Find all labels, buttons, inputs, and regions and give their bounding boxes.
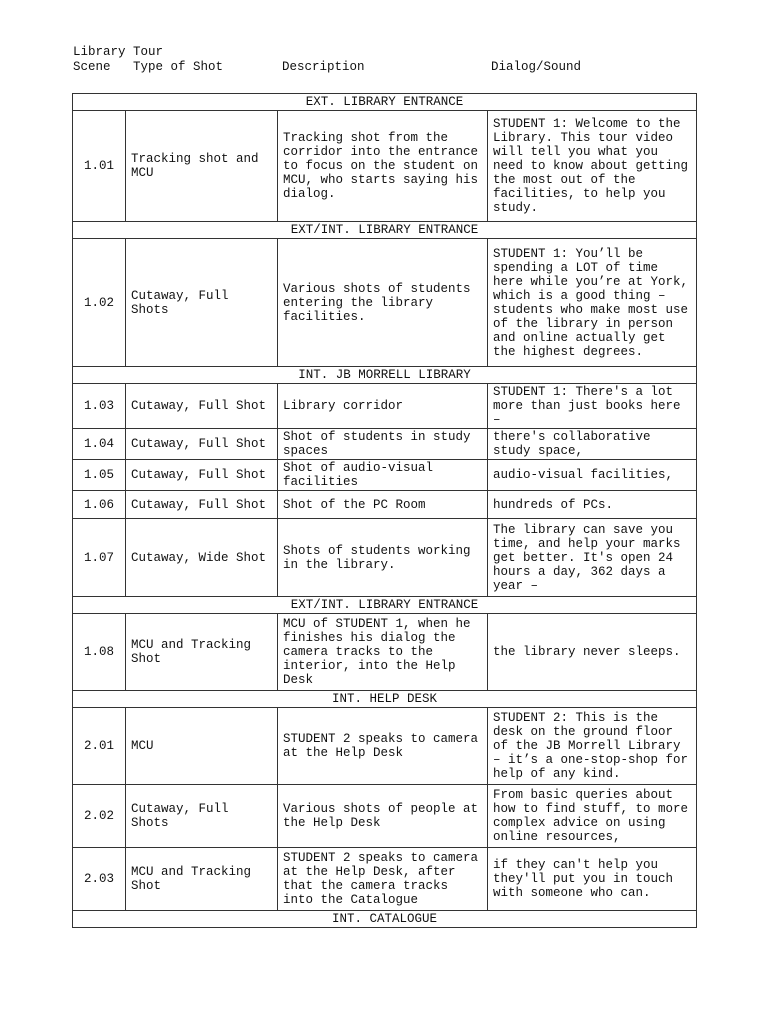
scene-number: 1.04: [73, 429, 126, 460]
scene-number: 2.01: [73, 708, 126, 785]
shot-type: Cutaway, Full Shot: [126, 460, 278, 491]
shot-type: Cutaway, Wide Shot: [126, 519, 278, 597]
shot-row: [73, 239, 697, 367]
shot-row: [73, 614, 697, 691]
scene-heading-row: [73, 94, 697, 111]
dialog-sound: STUDENT 1: Welcome to the Library. This tour video will tell you what you need to know about getting the most out of the facilities, to help you study.: [488, 111, 697, 222]
scene-number: 1.02: [73, 239, 126, 367]
shot-type: Tracking shot and MCU: [126, 111, 278, 222]
shot-row: [73, 708, 697, 785]
shot-type: MCU and Tracking Shot: [126, 848, 278, 911]
scene-heading-row: [73, 597, 697, 614]
shot-row: [73, 384, 697, 429]
dialog-sound: STUDENT 1: You’ll be spending a LOT of time here while you’re at York, which is a good thing – students who make most use of the library in person and online actually get the highest degrees.: [488, 239, 697, 367]
dialog-sound: STUDENT 1: There's a lot more than just books here –: [488, 384, 697, 429]
scene-number: 1.01: [73, 111, 126, 222]
shot-row: [73, 111, 697, 222]
shot-row: [73, 429, 697, 460]
shot-description: Tracking shot from the corridor into the entrance to focus on the student on MCU, who starts saying his dialog.: [278, 111, 488, 222]
column-header-dialog-sound: Dialog/Sound: [491, 60, 582, 74]
column-header-type-of-shot: Type of Shot: [133, 60, 224, 74]
dialog-sound: STUDENT 2: This is the desk on the ground floor of the JB Morrell Library – it’s a one-stop-shop for help of any kind.: [488, 708, 697, 785]
scene-number: 2.03: [73, 848, 126, 911]
dialog-sound: hundreds of PCs.: [488, 491, 697, 519]
shot-type: Cutaway, Full Shot: [126, 429, 278, 460]
scene-number: 1.03: [73, 384, 126, 429]
scene-heading: INT. JB MORRELL LIBRARY: [73, 367, 697, 384]
scene-number: 1.06: [73, 491, 126, 519]
shot-type: Cutaway, Full Shots: [126, 785, 278, 848]
shot-row: [73, 848, 697, 911]
scene-number: 1.07: [73, 519, 126, 597]
scene-heading: EXT/INT. LIBRARY ENTRANCE: [73, 597, 697, 614]
dialog-sound: The library can save you time, and help your marks get better. It's open 24 hours a day, 362 days a year –: [488, 519, 697, 597]
column-header-description: Description: [282, 60, 365, 74]
shot-row: [73, 519, 697, 597]
shot-description: Various shots of students entering the library facilities.: [278, 239, 488, 367]
dialog-sound: if they can't help you they'll put you in touch with someone who can.: [488, 848, 697, 911]
shot-row: [73, 460, 697, 491]
document-title: Library Tour: [73, 45, 164, 59]
dialog-sound: audio-visual facilities,: [488, 460, 697, 491]
dialog-sound: From basic queries about how to find stuff, to more complex advice on using online resources,: [488, 785, 697, 848]
scene-heading-row: [73, 222, 697, 239]
shot-description: Shot of the PC Room: [278, 491, 488, 519]
scene-heading-row: [73, 691, 697, 708]
dialog-sound: there's collaborative study space,: [488, 429, 697, 460]
shooting-script-table: [72, 93, 697, 928]
shot-description: Shot of students in study spaces: [278, 429, 488, 460]
dialog-sound: the library never sleeps.: [488, 614, 697, 691]
shot-type: Cutaway, Full Shot: [126, 491, 278, 519]
scene-number: 1.08: [73, 614, 126, 691]
shot-description: Various shots of people at the Help Desk: [278, 785, 488, 848]
shot-description: Shot of audio-visual facilities: [278, 460, 488, 491]
column-header-scene: Scene: [73, 60, 111, 74]
shot-type: Cutaway, Full Shot: [126, 384, 278, 429]
scene-heading: EXT/INT. LIBRARY ENTRANCE: [73, 222, 697, 239]
scene-heading-row: [73, 367, 697, 384]
scene-heading: INT. HELP DESK: [73, 691, 697, 708]
shot-description: Shots of students working in the library.: [278, 519, 488, 597]
shot-description: STUDENT 2 speaks to camera at the Help Desk: [278, 708, 488, 785]
scene-heading: EXT. LIBRARY ENTRANCE: [73, 94, 697, 111]
shot-row: [73, 785, 697, 848]
shot-type: Cutaway, Full Shots: [126, 239, 278, 367]
shot-type: MCU and Tracking Shot: [126, 614, 278, 691]
shot-description: STUDENT 2 speaks to camera at the Help Desk, after that the camera tracks into the Catalogue: [278, 848, 488, 911]
scene-number: 2.02: [73, 785, 126, 848]
scene-heading: INT. CATALOGUE: [73, 911, 697, 928]
scene-number: 1.05: [73, 460, 126, 491]
shot-description: MCU of STUDENT 1, when he finishes his dialog the camera tracks to the interior, into the Help Desk: [278, 614, 488, 691]
shot-row: [73, 491, 697, 519]
scene-heading-row: [73, 911, 697, 928]
shot-type: MCU: [126, 708, 278, 785]
shot-description: Library corridor: [278, 384, 488, 429]
